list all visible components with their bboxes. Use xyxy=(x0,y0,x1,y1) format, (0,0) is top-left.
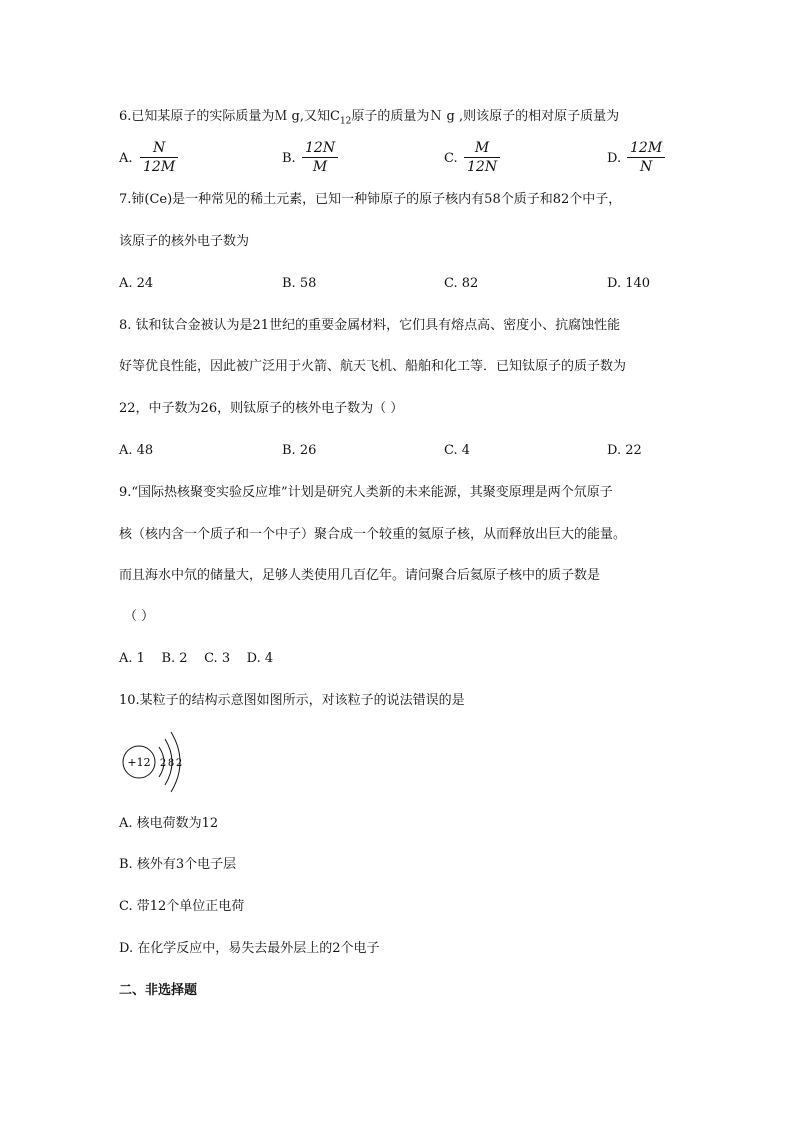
q9-line-2: 核（核内含一个质子和一个中子）聚合成一个较重的氦原子核，从而释放出巨大的能量。 xyxy=(119,527,627,542)
q10-option-b: B. 核外有3个电子层 xyxy=(119,857,237,872)
q6-option-a-label: A. xyxy=(119,151,133,166)
q6-stem xyxy=(119,108,619,131)
q6-option-b-numerator: 12N xyxy=(305,140,336,156)
q6-option-a-numerator: N xyxy=(152,140,166,156)
q8-option-c: C. 4 xyxy=(444,443,471,458)
section-2-heading: 二、非选择题 xyxy=(119,983,198,998)
q6-option-b-label: B. xyxy=(282,151,296,166)
q6-option-a-fraction xyxy=(140,139,178,176)
shell-1-electrons: 2 xyxy=(159,758,167,769)
q6-option-c-numerator: M xyxy=(474,140,490,156)
q6-option-c-label: C. xyxy=(444,151,458,166)
q7-option-d: D. 140 xyxy=(607,276,651,291)
q10-option-c: C. 带12个单位正电荷 xyxy=(119,899,245,914)
q8-option-d: D. 22 xyxy=(607,443,642,458)
q7-option-a: A. 24 xyxy=(119,276,154,291)
q8-option-a: A. 48 xyxy=(119,443,154,458)
q7-option-b: B. 58 xyxy=(282,276,317,291)
q9-options: A. 1 B. 2 C. 3 D. 4 xyxy=(119,651,274,666)
q6-option-c-fraction xyxy=(464,139,500,176)
q6-option-b-fraction xyxy=(302,139,338,176)
nucleus-charge: +12 xyxy=(127,756,151,769)
q7-line-1: 7.铈(Ce)是一种常见的稀土元素，已知一种铈原子的原子核内有58个质子和82个中子， xyxy=(119,192,622,207)
q8-line-1: 8. 钛和钛合金被认为是21世纪的重要金属材料，它们具有熔点高、密度小、抗腐蚀性能 xyxy=(119,318,621,333)
q6-option-a-denominator: 12M xyxy=(143,159,176,175)
q10-stem: 10.某粒子的结构示意图如图所示，对该粒子的说法错误的是 xyxy=(119,693,465,708)
shell-3-electrons: 2 xyxy=(175,758,183,769)
q9-line-3: 而且海水中氘的储量大，足够人类使用几百亿年。请问聚合后氦原子核中的质子数是 xyxy=(119,568,601,583)
q9-line-4: （ ） xyxy=(124,609,155,624)
q6-stem-b: 原子的质量为Ｎ g ,则该原子的相对原子质量为 xyxy=(351,109,620,124)
q8-line-2: 好等优良性能，因此被广泛用于火箭、航天飞机、船舶和化工等．已知钛原子的质子数为 xyxy=(119,359,627,374)
q6-option-c-denominator: 12N xyxy=(467,159,498,175)
q10-option-a: A. 核电荷数为12 xyxy=(119,816,219,831)
q8-option-b: B. 26 xyxy=(282,443,317,458)
q6-option-d-denominator: N xyxy=(639,159,653,175)
q6-option-d-fraction xyxy=(627,139,665,176)
q8-line-3: 22，中子数为26，则钛原子的核外电子数为（ ） xyxy=(119,401,404,416)
shell-2-electrons: 8 xyxy=(167,758,175,769)
q6-option-b-denominator: M xyxy=(312,159,328,175)
q6-option-d-numerator: 12M xyxy=(630,140,663,156)
q9-line-1: 9.“国际热核聚变实验反应堆”计划是研究人类新的未来能源，其聚变原理是两个氘原子 xyxy=(119,485,613,500)
q10-option-d: D. 在化学反应中，易失去最外层上的2个电子 xyxy=(119,941,380,956)
q6-stem-a: 6.已知某原子的实际质量为Ｍ g,又知C xyxy=(119,109,340,124)
q6-stem-sub: 12 xyxy=(339,116,352,127)
q7-option-c: C. 82 xyxy=(444,276,479,291)
atom-structure-diagram xyxy=(115,727,215,797)
q7-line-2: 该原子的核外电子数为 xyxy=(119,234,250,249)
q6-option-d-label: D. xyxy=(607,151,622,166)
